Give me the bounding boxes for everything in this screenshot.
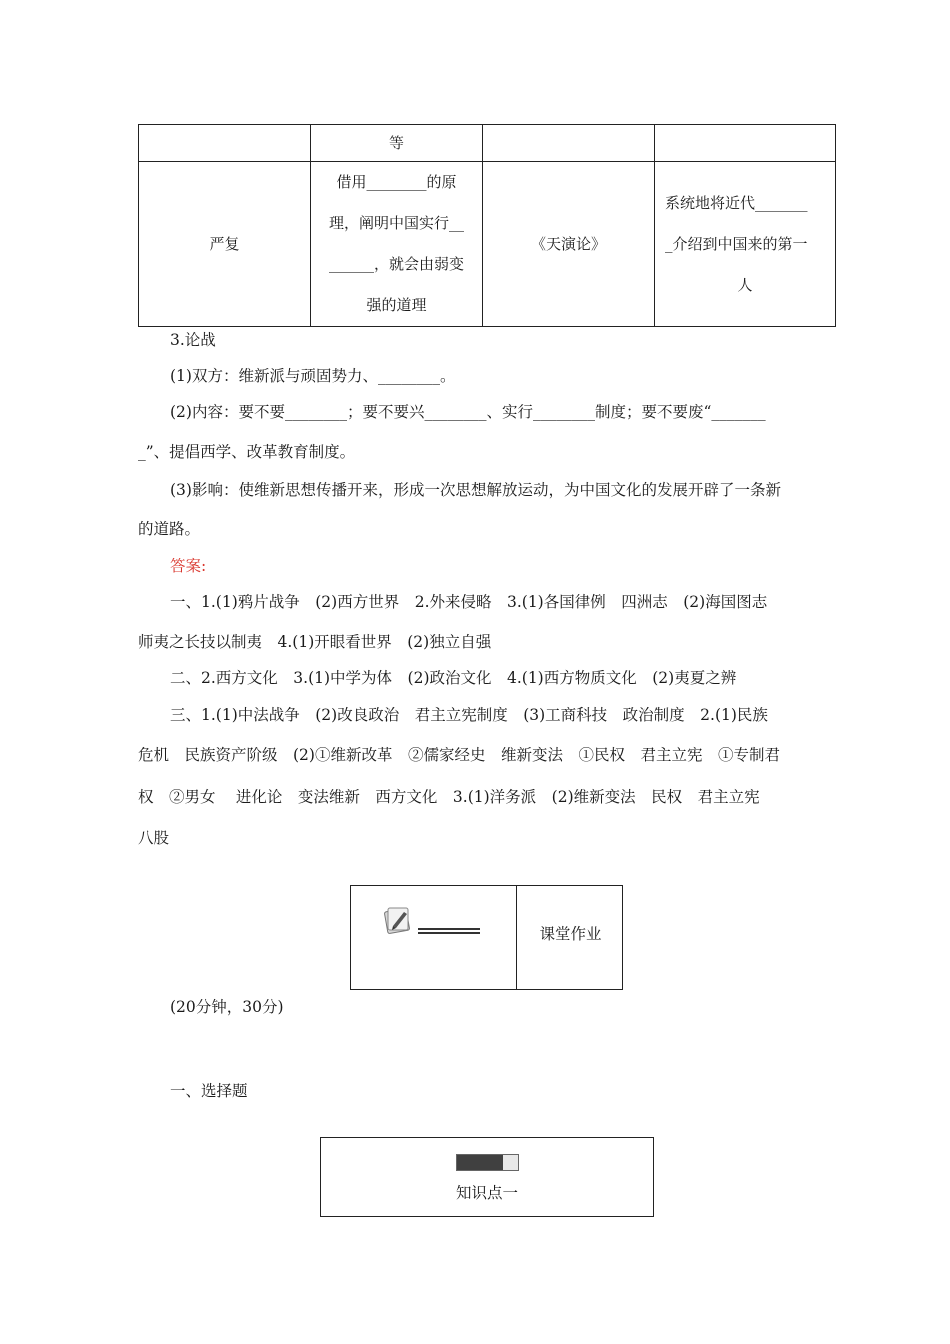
table-cell-significance bbox=[655, 162, 836, 327]
cell-line: 系统地将近代_______ bbox=[665, 193, 808, 212]
cell-line: _介绍到中国来的第一 bbox=[665, 234, 808, 253]
table-cell: 等 bbox=[311, 125, 483, 162]
answer-line: 权 ②男女 进化论 变法维新 西方文化 3.(1)洋务派 (2)维新变法 民权 君主立宪 bbox=[138, 788, 760, 806]
table-cell-work: 《天演论》 bbox=[483, 162, 655, 327]
time-note: (20分钟，30分) bbox=[170, 998, 284, 1016]
answer-line: 八股 bbox=[138, 829, 170, 847]
paragraph: (2)内容：要不要________；要不要兴________、实行________制度；要不要废“_______ bbox=[170, 403, 766, 421]
paragraph: 的道路。 bbox=[138, 520, 201, 538]
cell-line: 借用________的原 bbox=[336, 173, 457, 191]
table-cell bbox=[655, 125, 836, 162]
paragraph: _”、提倡西学、改革教育制度。 bbox=[138, 443, 356, 461]
answer-line: 师夷之长技以制夷 4.(1)开眼看世界 (2)独立自强 bbox=[138, 633, 492, 651]
answer-line: 二、2.西方文化 3.(1)中学为体 (2)政治文化 4.(1)西方物质文化 (2)夷夏之辨 bbox=[170, 669, 737, 687]
history-table bbox=[138, 124, 836, 327]
pen-paper-icon bbox=[384, 904, 484, 938]
answer-line: 危机 民族资产阶级 (2)①维新改革 ②儒家经史 维新变法 ①民权 君主立宪 ①专制君 bbox=[138, 746, 780, 764]
answers-heading: 答案: bbox=[170, 557, 207, 575]
table-cell-person: 严复 bbox=[139, 162, 311, 327]
cell-line: 人 bbox=[737, 275, 753, 294]
table-cell-idea bbox=[311, 162, 483, 327]
answer-line: 一、1.(1)鸦片战争 (2)西方世界 2.外来侵略 3.(1)各国律例 四洲志 (2)海国图志 bbox=[170, 593, 768, 611]
paragraph: (1)双方：维新派与顽固势力、________。 bbox=[170, 367, 456, 385]
cell-line: 强的道理 bbox=[366, 296, 427, 314]
section-title: 3.论战 bbox=[170, 331, 216, 349]
progress-bar-icon bbox=[456, 1154, 520, 1172]
homework-box bbox=[350, 885, 623, 990]
knowledge-label: 知识点一 bbox=[455, 1184, 518, 1202]
table-cell bbox=[483, 125, 655, 162]
section-heading: 一、选择题 bbox=[170, 1082, 248, 1100]
homework-label: 课堂作业 bbox=[539, 925, 602, 943]
table-cell bbox=[139, 125, 311, 162]
answer-line: 三、1.(1)中法战争 (2)改良政治 君主立宪制度 (3)工商科技 政治制度 2.(1)民族 bbox=[170, 706, 768, 724]
paragraph: (3)影响：使维新思想传播开来，形成一次思想解放运动，为中国文化的发展开辟了一条新 bbox=[170, 481, 781, 499]
cell-line: 理，阐明中国实行__ bbox=[328, 214, 464, 232]
table-row bbox=[139, 125, 836, 162]
knowledge-box bbox=[320, 1137, 654, 1217]
table-row bbox=[139, 162, 836, 327]
cell-line: ______，就会由弱变 bbox=[328, 255, 464, 273]
